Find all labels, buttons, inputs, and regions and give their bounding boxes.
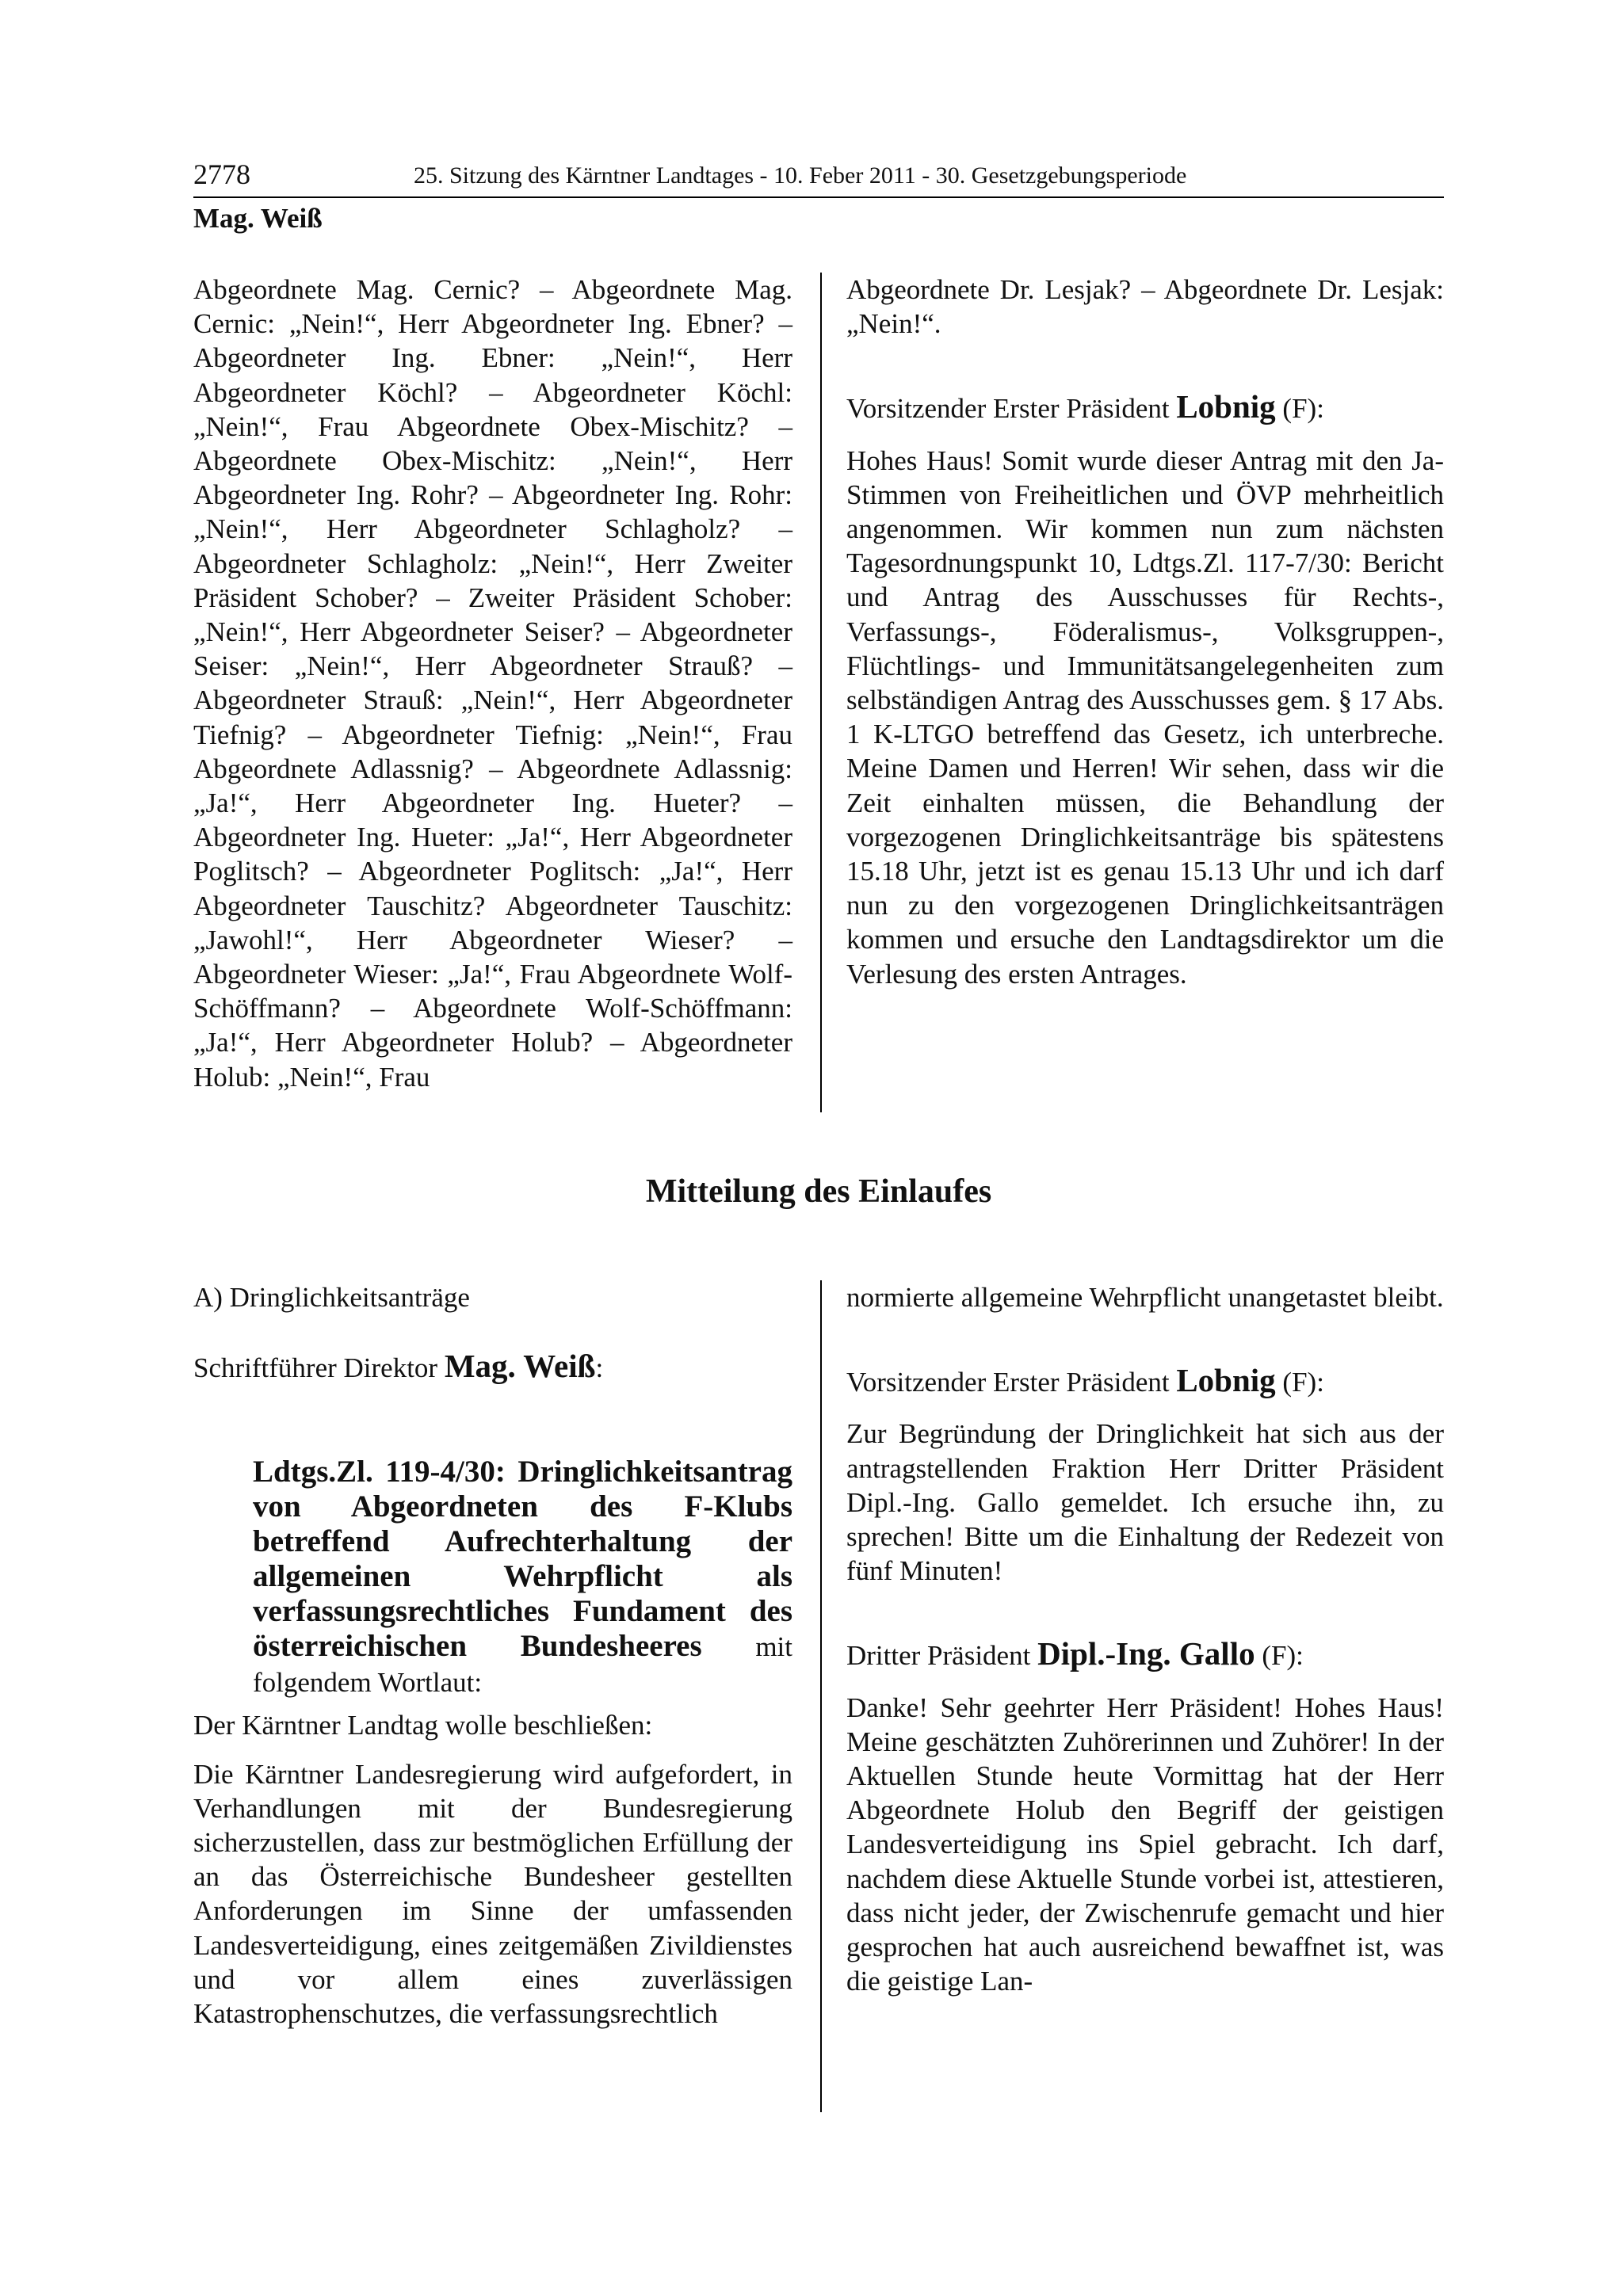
speaker-suffix: (F): [1282,1367,1324,1398]
speaker-prefix: Schriftführer Direktor [193,1352,438,1384]
column-divider-bottom [820,1280,822,2112]
running-header: 25. Sitzung des Kärntner Landtages - 10. Feber 2011 - 30. Gesetzgebungsperiode [414,162,1187,189]
speaker-name: Lobnig [1176,1362,1276,1399]
roll-call-paragraph: Abgeordnete Mag. Cernic? – Abgeordnete Mag. Cernic: „Nein!“, Herr Abgeordneter Ing. Ebner? – Abgeordneter Ing. Ebner: „Nein!“, Herr Abgeordneter Köchl? – Abgeordneter Köchl: „Nein!“, Frau Abgeordnete Obex-Mischitz? – Abgeordnete Obex-Mischitz: „Nein!“, Herr Abgeordneter Ing. Rohr? – Abgeordneter Ing. Rohr: „Nein!“, Herr Abgeordneter Schlagholz? – Abgeordneter Schlagholz: „Nein!“, Herr Zweiter Präsident Schober? – Zweiter Präsident Schober: „Nein!“, Herr Abgeordneter Seiser? – Abgeordneter Seiser: „Nein!“, Herr Abgeordneter Strauß? – Abgeordneter Strauß: „Nein!“, Herr Abgeordneter Tiefnig? – Abgeordneter Tiefnig: „Nein!“, Frau Abgeordnete Adlassnig? – Abgeordnete Adlassnig: „Ja!“, Herr Abgeordneter Ing. Hueter? – Abgeordneter Ing. Hueter: „Ja!“, Herr Abgeordneter Poglitsch? – Abgeordneter Poglitsch: „Ja!“, Herr Abgeordneter Tauschitz? Abgeordneter Tauschitz: „Jawohl!“, Herr Abgeordneter Wieser? – Abgeordneter Wieser: „Ja!“, Frau Abgeordnete Wolf-Schöffmann? – Abgeordnete Wolf-Schöffmann: „Ja!“, Herr Abgeordneter Holub? – Abgeordneter Holub: „Nein!“, Frau [193,274,792,1093]
speaker-prefix: Vorsitzender Erster Präsident [846,1367,1170,1398]
speaker-name: Lobnig [1176,388,1276,425]
page-number: 2778 [193,158,250,190]
header-rule [193,196,1444,198]
top-left-column [193,273,792,1094]
speaker-suffix: : [595,1352,604,1384]
speaker-line-lobnig-2 [846,1363,1444,1399]
speaker-line-weiss [193,1349,792,1385]
speaker-line-lobnig-1 [846,390,1444,425]
speech-paragraph-lobnig-2: Zur Begründung der Dringlichkeit hat sich aus der antragstellenden Fraktion Herr Dritter Präsident Dipl.-Ing. Gallo gemeldet. Ich ersuche ihn, zu sprechen! Bitte um die Einhaltung der Redezeit von fünf Minuten! [846,1418,1444,1587]
motion-title-bold: Ldtgs.Zl. 119-4/30: Dringlichkeitsantrag von Abgeordneten des F-Klubs betreffend Aufrechterhaltung der allgemeinen Wehrpflicht als verfassungsrechtliches Fundament des österreichischen Bundesheeres [253,1455,792,1664]
column-divider-top [820,273,822,1112]
speaker-name: Mag. Weiß [444,1348,596,1385]
section-heading: Mitteilung des Einlaufes [645,1173,992,1210]
speaker-name: Dipl.-Ing. Gallo [1037,1635,1255,1672]
speaker-line-gallo [846,1637,1444,1672]
speaker-prefix: Vorsitzender Erster Präsident [846,393,1170,425]
speech-paragraph-gallo: Danke! Sehr geehrter Herr Präsident! Hohes Haus! Meine geschätzten Zuhörerinnen und Zuhörer! In der Aktuellen Stunde heute Vormittag hat der Herr Abgeordnete Holub den Begriff der geistigen Landesverteidigung ins Spiel gebracht. Ich darf, nachdem diese Aktuelle Stunde vorbei ist, attestieren, dass nicht jeder, der Zwischenrufe gemacht und hier gesprochen hat auch ausreichend bewaffnet ist, was die geistige Lan- [846,1691,1444,1997]
motion-title-normal: mit folgendem Wortlaut: [253,1631,792,1699]
top-right-column [846,273,1444,991]
speaker-suffix: (F): [1262,1640,1304,1672]
roll-call-continuation: Abgeordnete Dr. Lesjak? – Abgeordnete Dr. Lesjak: „Nein!“. [846,274,1444,340]
bottom-left-column [193,1280,792,2031]
subheading-urgency-motions: A) Dringlichkeitsanträge [193,1282,470,1313]
bottom-right-column [846,1280,1444,1998]
speaker-suffix: (F): [1282,393,1324,425]
resolution-intro: Der Kärntner Landtag wolle beschließen: [193,1710,653,1741]
speaker-prefix: Dritter Präsident [846,1640,1031,1672]
motion-title [193,1455,792,1700]
speaker-carry-over: Mag. Weiß [193,203,323,234]
resolution-continuation: normierte allgemeine Wehrpflicht unangetastet bleibt. [846,1282,1444,1313]
speech-paragraph-lobnig-1: Hohes Haus! Somit wurde dieser Antrag mit den Ja-Stimmen von Freiheitlichen und ÖVP mehrheitlich angenommen. Wir kommen nun zum nächsten Tagesordnungspunkt 10, Ldtgs.Zl. 117-7/30: Bericht und Antrag des Ausschusses für Rechts-, Verfassungs-, Föderalismus-, Volksgruppen-, Flüchtlings- und Immunitätsangelegenheiten zum selbständigen Antrag des Ausschusses gem. § 17 Abs. 1 K-LTGO betreffend das Gesetz, ich unterbreche. Meine Damen und Herren! Wir sehen, dass wir die Zeit einhalten müssen, die Behandlung der vorgezogenen Dringlichkeitsanträge bis spätestens 15.18 Uhr, jetzt ist es genau 15.13 Uhr und ich darf nun zu den vorgezogenen Dringlichkeitsanträgen kommen und ersuche den Landtagsdirektor um die Verlesung des ersten Antrages. [846,444,1444,990]
resolution-text: Die Kärntner Landesregierung wird aufgefordert, in Verhandlungen mit der Bundesregierung sicherzustellen, dass zur bestmöglichen Erfüllung der an das Österreichische Bundesheer gestellten Anforderungen im Sinne der umfassenden Landesverteidigung, eines zeitgemäßen Zivildienstes und vor allem eines zuverlässigen Katastrophenschutzes, die verfassungsrechtlich [193,1758,792,2030]
